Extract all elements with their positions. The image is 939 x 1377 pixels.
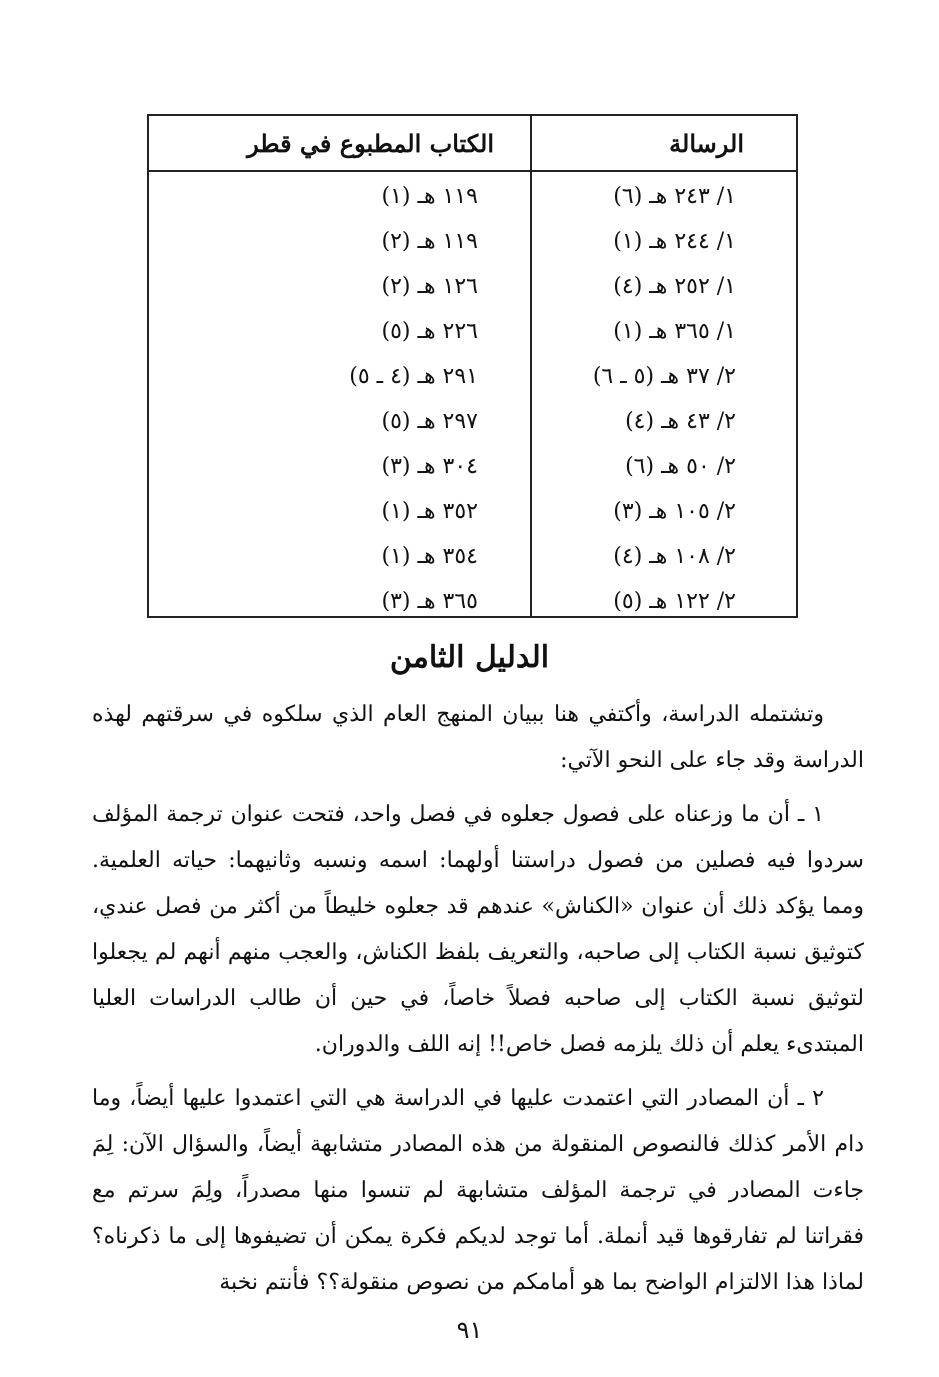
- table-cell-kitab: ٣٠٤ هـ (٣): [381, 454, 478, 479]
- table-cell-risala: ١/ ٢٤٣ هـ (٦): [613, 184, 736, 209]
- table-cell-risala: ٢/ ١٠٥ هـ (٣): [613, 499, 736, 524]
- table-cell-risala: ١/ ٢٥٢ هـ (٤): [613, 274, 736, 299]
- table-cell-risala: ٢/ ١٠٨ هـ (٤): [613, 544, 736, 569]
- table-cell-risala: ٢/ ١٢٢ هـ (٥): [613, 589, 736, 614]
- paragraph: وتشتمله الدراسة، وأكتفي هنا ببيان المنهج العام الذي سلكوه في سرقتهم لهذه الدراسة وقد جاء على النحو الآتي:: [92, 702, 864, 773]
- table-cell-kitab: ١٢٦ هـ (٢): [381, 274, 478, 299]
- table-body: [149, 172, 796, 618]
- table-cell-kitab: ٢٢٦ هـ (٥): [381, 319, 478, 344]
- table-cell-kitab: ١١٩ هـ (٢): [381, 229, 478, 254]
- table-cell-risala: ١/ ٢٤٤ هـ (١): [613, 229, 736, 254]
- header-kitab: الكتاب المطبوع في قطر: [149, 116, 532, 170]
- table-cell-kitab: ٣٦٥ هـ (٣): [381, 589, 478, 614]
- table-cell-kitab: ٣٥٤ هـ (١): [381, 544, 478, 569]
- column-risala: [532, 172, 796, 618]
- table-cell-kitab: ٢٩١ هـ (٤ ـ ٥): [349, 364, 478, 389]
- table-cell-kitab: ٢٩٧ هـ (٥): [381, 409, 478, 434]
- comparison-table: [147, 114, 798, 618]
- section-title: الدليل الثامن: [389, 640, 550, 675]
- page-number: ٩١: [456, 1316, 483, 1344]
- table-cell-kitab: ١١٩ هـ (١): [381, 184, 478, 209]
- paragraph: ٢ ـ أن المصادر التي اعتمدت عليها في الدراسة هي التي اعتمدوا عليها أيضاً، وما دام الأمر كذلك فالنصوص المنقولة من هذه المصادر متشابهة أيضاً، والسؤال الآن: لِمَ جاءت المصادر في ترجمة المؤلف متشابهة لم تنسوا منها مصدراً، ولِمَ سرتم مع فقراتنا لم تفارقوها قيد أنملة. أما توجد لديكم فكرة يمكن أن تضيفوها إلى ما ذكرناه؟ لماذا هذا الالتزام الواضح بما هو أمامكم من نصوص منقولة؟؟ فأنتم نخبة: [92, 1086, 864, 1295]
- table-cell-risala: ٢/ ٥٠ هـ (٦): [625, 454, 736, 479]
- paragraph: ١ ـ أن ما وزعناه على فصول جعلوه في فصل واحد، فتحت عنوان ترجمة المؤلف سردوا فيه فصلين من فصول دراستنا أولهما: اسمه ونسبه وثانيهما: حياته العلمية. ومما يؤكد ذلك أن عنوان «الكناش» عندهم قد جعلوه خليطاً من أكثر من فصل عندي، كتوثيق نسبة الكتاب إلى صاحبه، والتعريف بلفظ الكناش، والعجب منهم أنهم لم يجعلوا لتوثيق نسبة الكتاب إلى صاحبه فصلاً خاصاً، في حين أن طالب الدراسات العليا المبتدىء يعلم أن ذلك يلزمه فصل خاص!! إنه اللف والدوران.: [92, 802, 864, 1057]
- table-cell-risala: ١/ ٣٦٥ هـ (١): [613, 319, 736, 344]
- table-cell-risala: ٢/ ٤٣ هـ (٤): [625, 409, 736, 434]
- table-cell-risala: ٢/ ٣٧ هـ (٥ ـ ٦): [592, 364, 736, 389]
- column-kitab: [149, 172, 532, 618]
- table-header: [149, 116, 796, 172]
- body-text: [92, 692, 864, 1306]
- header-risala: الرسالة: [669, 128, 744, 158]
- table-cell-kitab: ٣٥٢ هـ (١): [381, 499, 478, 524]
